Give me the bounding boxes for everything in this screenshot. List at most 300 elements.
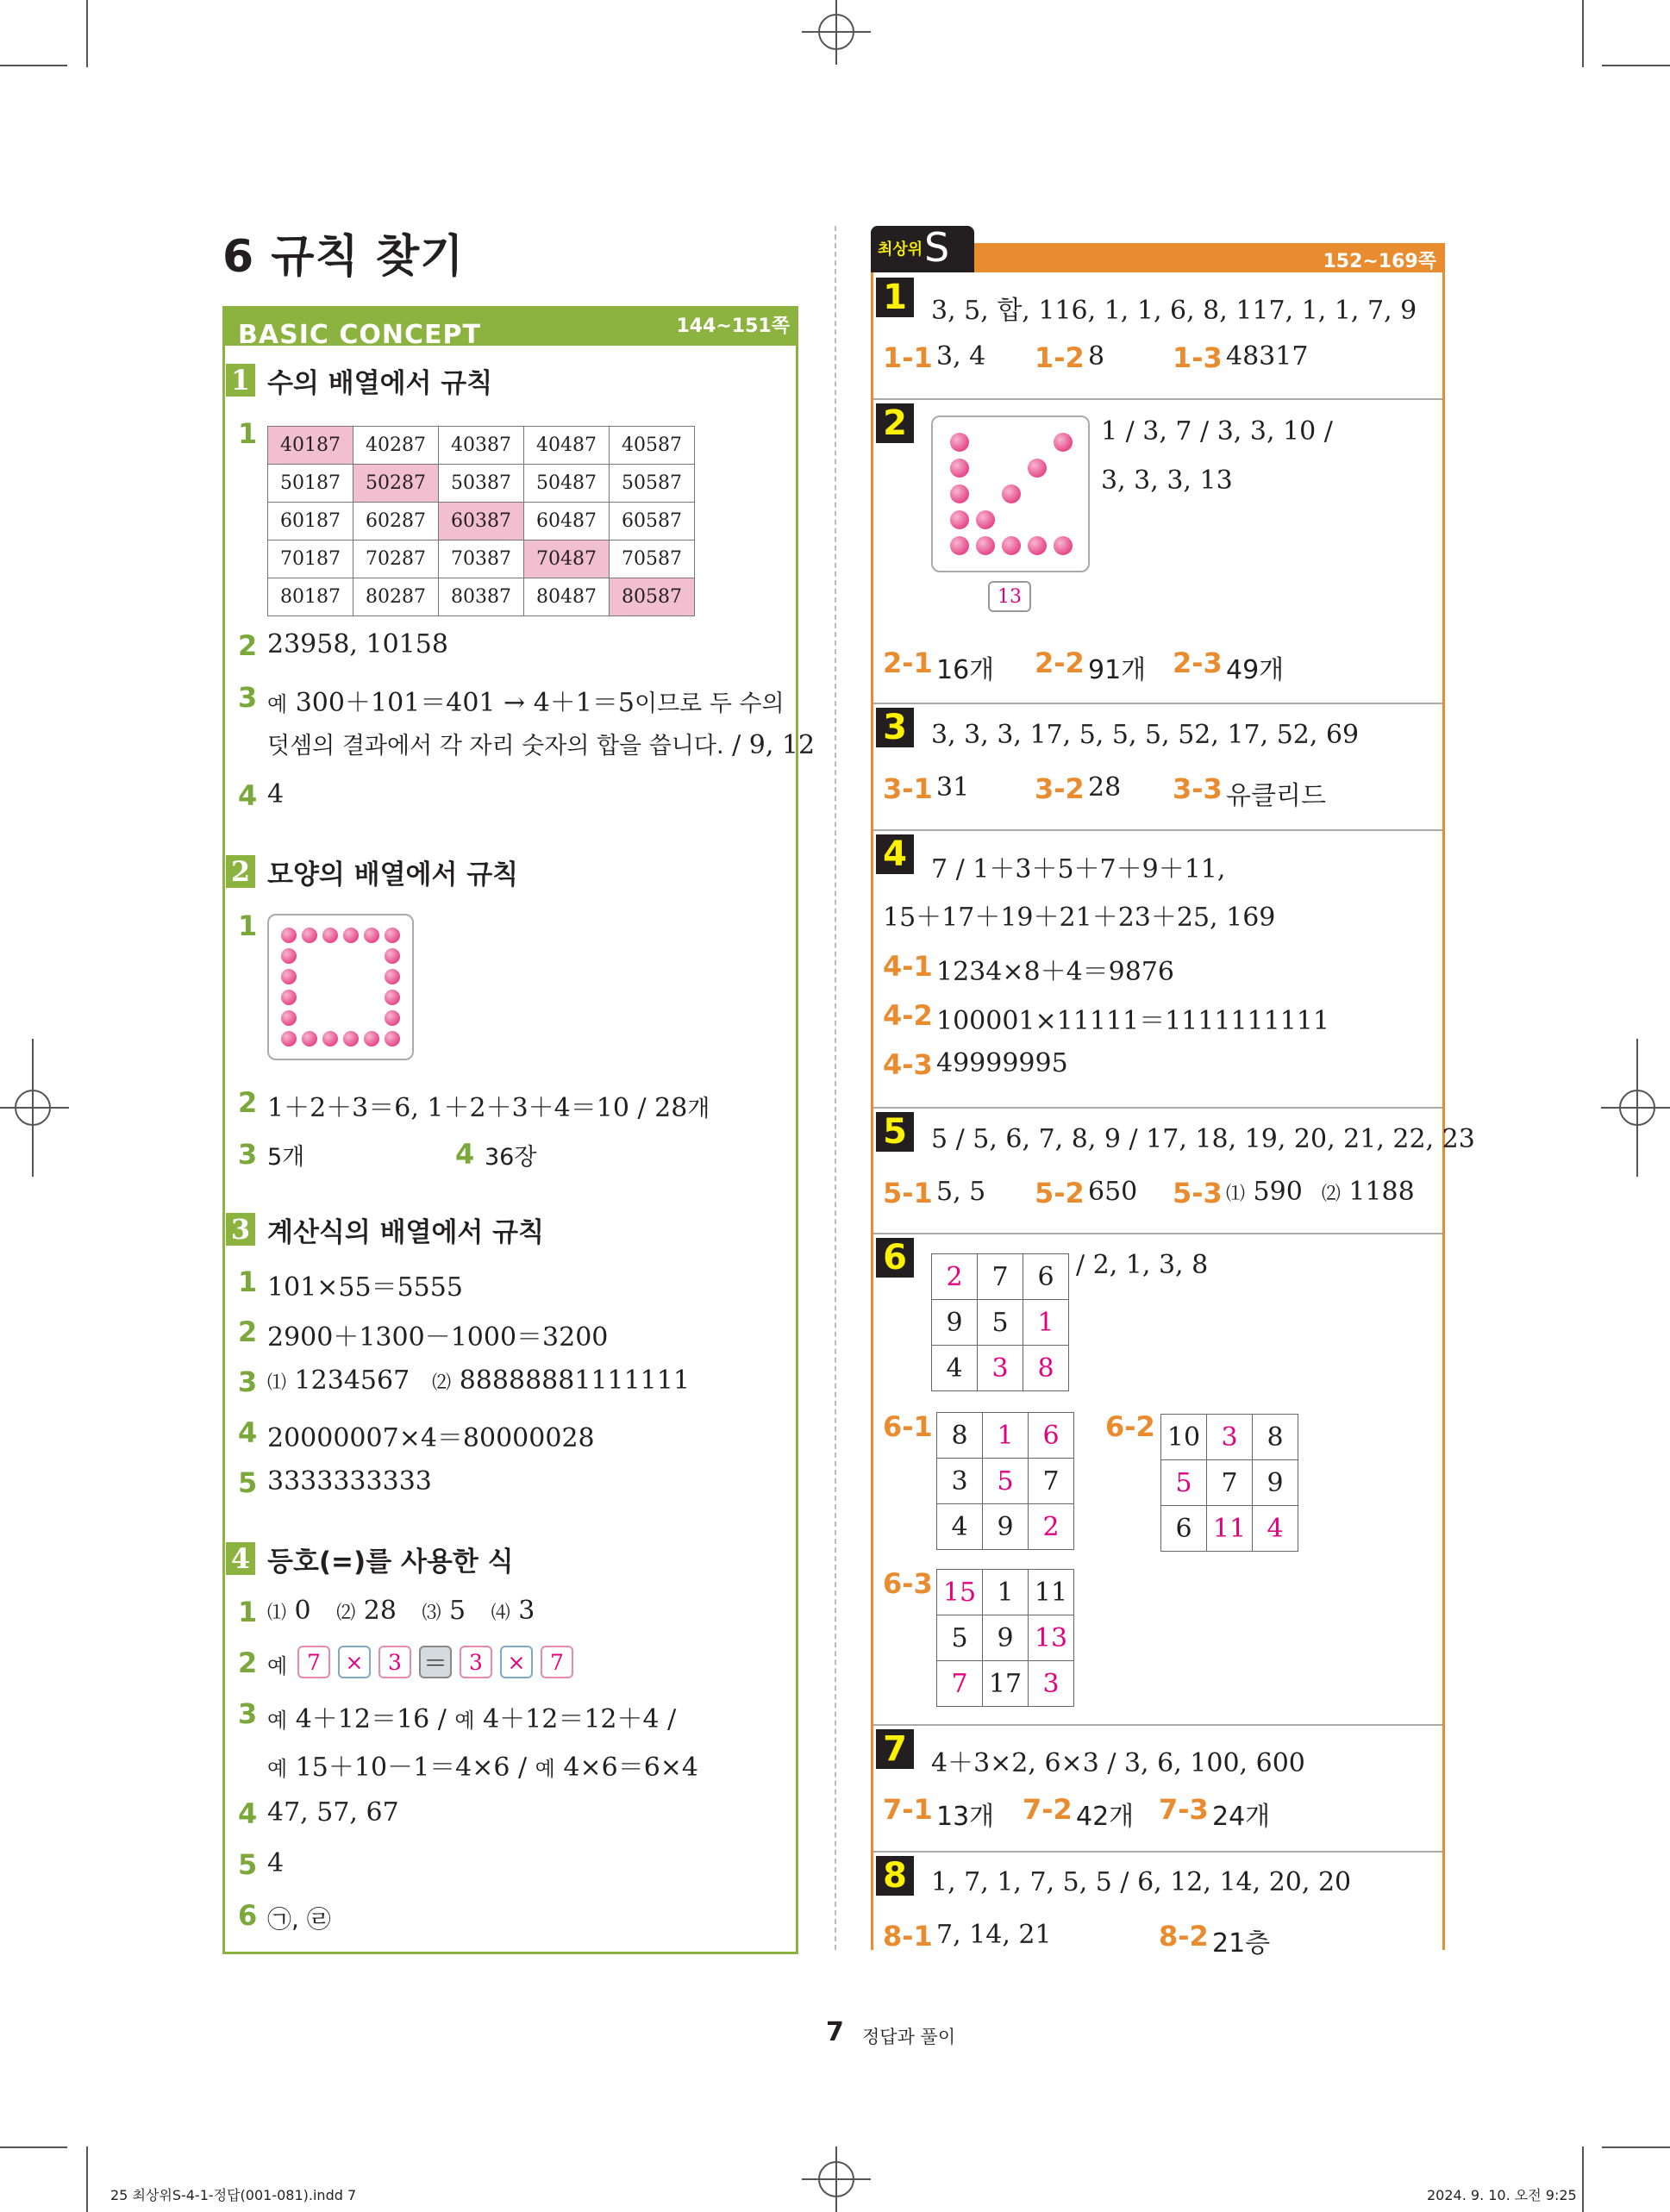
dot: [385, 948, 400, 964]
table-cell: 50187: [268, 465, 353, 503]
example-mark: 예: [267, 692, 288, 716]
grid-row: [932, 1254, 1069, 1300]
section-title: 수의 배열에서 규칙: [267, 367, 493, 399]
dot: [976, 510, 995, 529]
table-row: [268, 578, 695, 616]
crop-mark: [0, 65, 67, 66]
header-pages: 144~151쪽: [676, 316, 790, 337]
dot: [281, 990, 297, 1005]
operator-card: ×: [500, 1646, 533, 1678]
table-cell: 70587: [610, 541, 695, 578]
dot: [385, 1031, 400, 1047]
dot: [302, 928, 317, 943]
grid-cell: 5: [983, 1459, 1029, 1504]
dot: [302, 1031, 317, 1047]
sub-answer: 21층: [1212, 1928, 1271, 1959]
grid-cell: 7: [978, 1254, 1023, 1300]
answer-text: 20000007×4＝80000028: [267, 1423, 595, 1453]
question-number: 1: [238, 1596, 258, 1628]
sub-number: 6-1: [883, 1410, 933, 1443]
crop-mark: [86, 0, 88, 67]
grid-cell: 1: [983, 1413, 1029, 1459]
answer-text: 7 / 1＋3＋5＋7＋9＋11,: [931, 854, 1226, 884]
answer-text: 47, 57, 67: [267, 1797, 399, 1828]
question-number: 1: [238, 1265, 258, 1298]
sub-number: 2-1: [883, 647, 933, 679]
grid-cell: 11: [1207, 1506, 1253, 1552]
number-card: 7: [541, 1646, 573, 1678]
grid-row: [932, 1300, 1069, 1346]
section-number: 3: [226, 1213, 255, 1246]
crop-mark: [1582, 2146, 1584, 2212]
sub-answer: 16개: [936, 655, 995, 685]
crop-mark: [1582, 0, 1584, 67]
dot: [343, 928, 359, 943]
header-pages: 152~169쪽: [1323, 251, 1436, 272]
section-1-heading: [226, 362, 492, 398]
number-table: [267, 426, 695, 616]
sub-mark: ⑴: [1226, 1184, 1246, 1205]
sub-number: 4-2: [883, 999, 933, 1032]
table-cell: 40287: [353, 427, 439, 465]
table-cell: 70187: [268, 541, 353, 578]
problem-badge: 2: [876, 403, 914, 443]
answer-text: 1, 7, 1, 7, 5, 5 / 6, 12, 14, 20, 20: [931, 1867, 1352, 1897]
dot: [1054, 433, 1073, 452]
question-number: 6: [238, 1899, 258, 1932]
table-cell: 70487: [524, 541, 610, 578]
question-number: 4: [238, 1797, 258, 1830]
answer-text: ㉠, ㉣: [267, 1905, 331, 1934]
equals-card: ＝: [419, 1646, 452, 1678]
sub-answer: 8: [1088, 341, 1105, 372]
sub-mark: ⑴: [267, 1372, 287, 1394]
badge-s-logo: S: [924, 224, 950, 271]
table-cell: 40587: [610, 427, 695, 465]
table-cell: 40387: [439, 427, 524, 465]
grid-cell: 13: [1029, 1615, 1074, 1661]
grid-cell: 2: [1029, 1504, 1074, 1550]
separator: [873, 1724, 1442, 1726]
dot: [1028, 536, 1047, 555]
registration-mark: [776, 2146, 897, 2212]
page-number: 7: [826, 2017, 844, 2047]
table-cell: 40487: [524, 427, 610, 465]
grid-cell: 8: [1253, 1415, 1298, 1460]
answer-text: 101×55＝5555: [267, 1272, 463, 1303]
answer-value: 590: [1245, 1177, 1303, 1207]
registration-mark: [1601, 1039, 1670, 1177]
answer-value: 28: [355, 1596, 397, 1626]
separator: [873, 1851, 1442, 1853]
answer-text: [267, 1365, 690, 1396]
grid-row: [937, 1570, 1074, 1615]
top-level-badge: [871, 226, 974, 272]
sub-answer: 24개: [1212, 1802, 1271, 1832]
dot: [976, 536, 995, 555]
sub-answer: 7, 14, 21: [936, 1920, 1052, 1950]
number-card: 3: [378, 1646, 411, 1678]
problem-badge: 6: [876, 1238, 914, 1278]
sub-number: 8-1: [883, 1920, 933, 1953]
sub-answer: 5, 5: [936, 1177, 986, 1207]
question-number: 3: [238, 681, 258, 714]
grid-cell: 6: [1029, 1413, 1074, 1459]
table-cell: 80187: [268, 578, 353, 616]
table-cell: 60287: [353, 503, 439, 541]
sub-number: 2-3: [1173, 647, 1223, 679]
dot: [281, 1031, 297, 1047]
registration-mark: [776, 0, 897, 65]
equation: 15＋10－1＝4×6 /: [287, 1753, 535, 1783]
answer-text: 3333333333: [267, 1466, 432, 1497]
dot: [364, 928, 379, 943]
table-cell: 50587: [610, 465, 695, 503]
sub-answer: 유클리드: [1226, 781, 1326, 811]
dot: [1002, 484, 1021, 503]
sub-number: 5-3: [1173, 1177, 1223, 1209]
table-cell: 60187: [268, 503, 353, 541]
answer-text: 5개: [267, 1144, 305, 1171]
table-cell: 80587: [610, 578, 695, 616]
answer-text: 4＋3×2, 6×3 / 3, 6, 100, 600: [931, 1748, 1305, 1778]
table-cell: 60487: [524, 503, 610, 541]
header-title: BASIC CONCEPT: [238, 320, 481, 350]
section-number: 4: [226, 1542, 255, 1575]
sub-number: 7-1: [883, 1793, 933, 1826]
answer-text: [267, 727, 815, 760]
grid-cell: 10: [1161, 1415, 1207, 1460]
dot: [322, 1031, 338, 1047]
sub-answer: 28: [1088, 772, 1122, 803]
question-number: 4: [238, 779, 258, 812]
grid-cell: 4: [932, 1346, 978, 1391]
problem-badge: 7: [876, 1729, 914, 1769]
grid-cell: 9: [983, 1504, 1029, 1550]
question-number: 4: [455, 1138, 475, 1171]
dot: [322, 928, 338, 943]
problem-badge: 3: [876, 708, 914, 747]
sub-mark: ⑵: [336, 1603, 356, 1624]
answer-text: 3, 5, 합, 116, 1, 1, 6, 8, 117, 1, 1, 7, 9: [931, 296, 1417, 326]
table-cell: 40187: [268, 427, 353, 465]
grid-row: [937, 1413, 1074, 1459]
sub-number: 4-3: [883, 1048, 933, 1081]
section-4-heading: [226, 1540, 514, 1577]
table-cell: 50387: [439, 465, 524, 503]
grid-cell: 1: [1023, 1300, 1069, 1346]
sub-mark: ⑵: [1321, 1184, 1341, 1205]
separator: [873, 829, 1442, 831]
operator-card: ×: [338, 1646, 371, 1678]
sub-answer: 100001×11111＝1111111111: [936, 1006, 1329, 1036]
answer-text: 4: [267, 1848, 285, 1878]
question-number: 2: [238, 1086, 258, 1119]
grid-cell: 3: [978, 1346, 1023, 1391]
table-cell: 60587: [610, 503, 695, 541]
dot-square-figure: [267, 914, 414, 1060]
sub-mark: ⑴: [267, 1603, 287, 1624]
answer-text: [267, 1086, 710, 1124]
grid-cell: 4: [937, 1504, 983, 1550]
dot: [1028, 459, 1047, 478]
grid-row: [1161, 1460, 1298, 1506]
equation: 300＋101＝401 → 4＋1＝5: [287, 688, 635, 718]
answer-text: [267, 1746, 698, 1784]
grid-cell: 7: [1029, 1459, 1074, 1504]
question-number: 5: [238, 1466, 258, 1499]
dot: [343, 1031, 359, 1047]
example-mark: 예: [267, 1757, 288, 1781]
sub-number: 4-1: [883, 950, 933, 983]
sub-mark: ⑷: [491, 1603, 510, 1624]
table-cell: 80387: [439, 578, 524, 616]
table-cell: 50287: [353, 465, 439, 503]
question-number: 1: [238, 417, 258, 450]
section-title: 등호(=)를 사용한 식: [267, 1546, 514, 1578]
dot: [281, 948, 297, 964]
answer-value: 5: [441, 1596, 466, 1626]
question-number: 2: [238, 1315, 258, 1348]
grid-cell: 7: [1207, 1460, 1253, 1506]
table-row: [268, 465, 695, 503]
number-card: 3: [460, 1646, 492, 1678]
grid-row: [937, 1459, 1074, 1504]
answer-value: 1188: [1340, 1177, 1415, 1207]
dot: [385, 969, 400, 984]
grid-cell: 9: [983, 1615, 1029, 1661]
grid-cell: 5: [937, 1615, 983, 1661]
crop-mark: [1602, 2146, 1670, 2148]
grid-row: [1161, 1415, 1298, 1460]
count-box: 13: [988, 581, 1031, 612]
grid-cell: 4: [1253, 1506, 1298, 1552]
grid-cell: 8: [937, 1413, 983, 1459]
grid-cell: 1: [983, 1570, 1029, 1615]
grid-row: [937, 1615, 1074, 1661]
sub-number: 6-2: [1105, 1410, 1155, 1443]
table-row: [268, 503, 695, 541]
example-mark: 예: [267, 1709, 288, 1733]
equation: 4×6＝6×4: [554, 1753, 699, 1783]
answer-text: 1 / 3, 7 / 3, 3, 10 /: [1101, 416, 1333, 447]
problem-badge: 8: [876, 1856, 914, 1896]
dot: [281, 1010, 297, 1026]
sub-number: 3-1: [883, 772, 933, 805]
grid-cell: 5: [1161, 1460, 1207, 1506]
chapter-title: 6 규칙 찾기: [222, 231, 465, 283]
explanation: 덧셈의 결과에서 각 자리 숫자의 합을 씁니다.: [267, 733, 724, 759]
sub-answer: 1234×8＋4＝9876: [936, 957, 1175, 987]
answer-value: 1234567: [286, 1365, 410, 1396]
grid-cell: 9: [1253, 1460, 1298, 1506]
dot: [385, 928, 400, 943]
grid-row: [937, 1504, 1074, 1550]
sub-number: 7-3: [1159, 1793, 1209, 1826]
question-number: 2: [238, 1647, 258, 1679]
equation: 4＋12＝12＋4 /: [474, 1704, 677, 1734]
dot: [281, 969, 297, 984]
grid-cell: 3: [937, 1459, 983, 1504]
answer-text: 2900＋1300－1000＝3200: [267, 1322, 609, 1353]
grid-cell: 11: [1029, 1570, 1074, 1615]
table-row: [268, 541, 695, 578]
table-row: [268, 427, 695, 465]
section-2-heading: [226, 853, 518, 890]
separator: [873, 398, 1442, 400]
grid-cell: 3: [1207, 1415, 1253, 1460]
badge-label: 최상위: [878, 241, 923, 259]
unit: 개: [687, 1096, 710, 1122]
sub-answer: 650: [1088, 1177, 1138, 1207]
sub-number: 6-3: [883, 1567, 933, 1600]
question-number: 3: [238, 1138, 258, 1171]
sub-answer: [1226, 1177, 1415, 1207]
example-mark: 예: [267, 1654, 288, 1678]
page-label: 정답과 풀이: [862, 2027, 956, 2047]
answer-value: / 9, 12: [723, 730, 816, 760]
crop-mark: [1602, 65, 1670, 66]
dot: [1002, 536, 1021, 555]
problem-badge: 4: [876, 834, 914, 874]
magic-square: [931, 1253, 1069, 1391]
answer-text: 5 / 5, 6, 7, 8, 9 / 17, 18, 19, 20, 21, 22, 23: [931, 1124, 1475, 1154]
grid-cell: 8: [1023, 1346, 1069, 1391]
table-cell: 70387: [439, 541, 524, 578]
answer-text: [267, 1596, 535, 1626]
question-number: 3: [238, 1697, 258, 1730]
sub-answer: 49개: [1226, 655, 1285, 685]
grid-row: [937, 1661, 1074, 1707]
answer-text: 3, 3, 3, 13: [1101, 466, 1233, 496]
answer-text: 4: [267, 779, 285, 809]
table-cell: 60387: [439, 503, 524, 541]
sub-number: 1-2: [1035, 341, 1085, 374]
dot: [281, 928, 297, 943]
dot: [950, 510, 969, 529]
example-mark: 예: [535, 1757, 555, 1781]
table-cell: 50487: [524, 465, 610, 503]
answer-value: 88888881111111: [451, 1365, 690, 1396]
dot: [950, 433, 969, 452]
grid-row: [1161, 1506, 1298, 1552]
grid-cell: 3: [1029, 1661, 1074, 1707]
grid-row: [932, 1346, 1069, 1391]
number-card: 7: [297, 1646, 330, 1678]
magic-square: [1160, 1414, 1298, 1552]
sub-number: 8-2: [1159, 1920, 1209, 1953]
explanation: 이므로 두 수의: [634, 690, 785, 717]
grid-cell: 17: [983, 1661, 1029, 1707]
problem-badge: 1: [876, 278, 914, 317]
section-3-heading: [226, 1211, 544, 1247]
magic-square: [936, 1569, 1074, 1707]
answer-value: 3: [510, 1596, 535, 1626]
equation: 1＋2＋3＝6, 1＋2＋3＋4＝10 / 28: [267, 1093, 688, 1123]
question-number: 4: [238, 1416, 258, 1449]
column-divider: [835, 226, 836, 1950]
table-cell: 80287: [353, 578, 439, 616]
sub-number: 1-1: [883, 341, 933, 374]
section-number: 1: [226, 364, 255, 397]
dot-triangle-figure: [931, 416, 1090, 572]
crop-mark: [86, 2146, 88, 2212]
question-number: 2: [238, 629, 258, 662]
answer-text: / 2, 1, 3, 8: [1076, 1250, 1209, 1280]
sub-answer: 13개: [936, 1802, 995, 1832]
sub-answer: 48317: [1226, 341, 1309, 372]
separator: [873, 703, 1442, 704]
magic-square: [936, 1412, 1074, 1550]
dot: [950, 459, 969, 478]
sub-answer: 49999995: [936, 1048, 1068, 1078]
example-mark: 예: [454, 1709, 475, 1733]
dot: [1054, 536, 1073, 555]
answer-text: 3, 3, 3, 17, 5, 5, 5, 52, 17, 52, 69: [931, 720, 1360, 750]
file-info: 25 최상위S-4-1-정답(001-081).indd 7: [110, 2187, 357, 2203]
dot: [950, 536, 969, 555]
problem-badge: 5: [876, 1112, 914, 1152]
sub-answer: 42개: [1076, 1802, 1135, 1832]
section-title: 모양의 배열에서 규칙: [267, 859, 519, 890]
question-number: 5: [238, 1848, 258, 1881]
sub-number: 2-2: [1035, 647, 1085, 679]
sub-number: 5-2: [1035, 1177, 1085, 1209]
separator: [873, 1107, 1442, 1109]
dot: [364, 1031, 379, 1047]
registration-mark: [0, 1039, 69, 1177]
dot: [385, 990, 400, 1005]
sub-answer: 91개: [1088, 655, 1147, 685]
question-number: 3: [238, 1365, 258, 1398]
answer-text: [267, 681, 785, 719]
equation: 4＋12＝16 /: [287, 1704, 455, 1734]
sub-number: 7-2: [1023, 1793, 1073, 1826]
answer-text: [267, 1697, 676, 1735]
grid-cell: 6: [1161, 1506, 1207, 1552]
grid-cell: 15: [937, 1570, 983, 1615]
dot: [950, 484, 969, 503]
answer-text: 23958, 10158: [267, 629, 448, 659]
grid-cell: 9: [932, 1300, 978, 1346]
sub-mark: ⑶: [422, 1603, 441, 1624]
sub-answer: 3, 4: [936, 341, 986, 372]
dot: [385, 1010, 400, 1026]
table-cell: 80487: [524, 578, 610, 616]
question-number: 1: [238, 909, 258, 942]
table-cell: 70287: [353, 541, 439, 578]
grid-cell: 6: [1023, 1254, 1069, 1300]
sub-number: 3-3: [1173, 772, 1223, 805]
grid-cell: 5: [978, 1300, 1023, 1346]
separator: [873, 1233, 1442, 1234]
grid-cell: 2: [932, 1254, 978, 1300]
section-number: 2: [226, 855, 255, 888]
crop-mark: [0, 2146, 67, 2148]
print-date: 2024. 9. 10. 오전 9:25: [1427, 2187, 1577, 2203]
sub-number: 3-2: [1035, 772, 1085, 805]
answer-text: 15＋17＋19＋21＋23＋25, 169: [883, 903, 1276, 933]
section-title: 계산식의 배열에서 규칙: [267, 1216, 545, 1248]
answer-value: 0: [286, 1596, 311, 1626]
sub-number: 5-1: [883, 1177, 933, 1209]
grid-cell: 7: [937, 1661, 983, 1707]
sub-mark: ⑵: [432, 1372, 452, 1394]
answer-text: 36장: [485, 1144, 537, 1171]
sub-answer: 31: [936, 772, 970, 803]
sub-number: 1-3: [1173, 341, 1223, 374]
basic-concept-header: [222, 306, 798, 350]
